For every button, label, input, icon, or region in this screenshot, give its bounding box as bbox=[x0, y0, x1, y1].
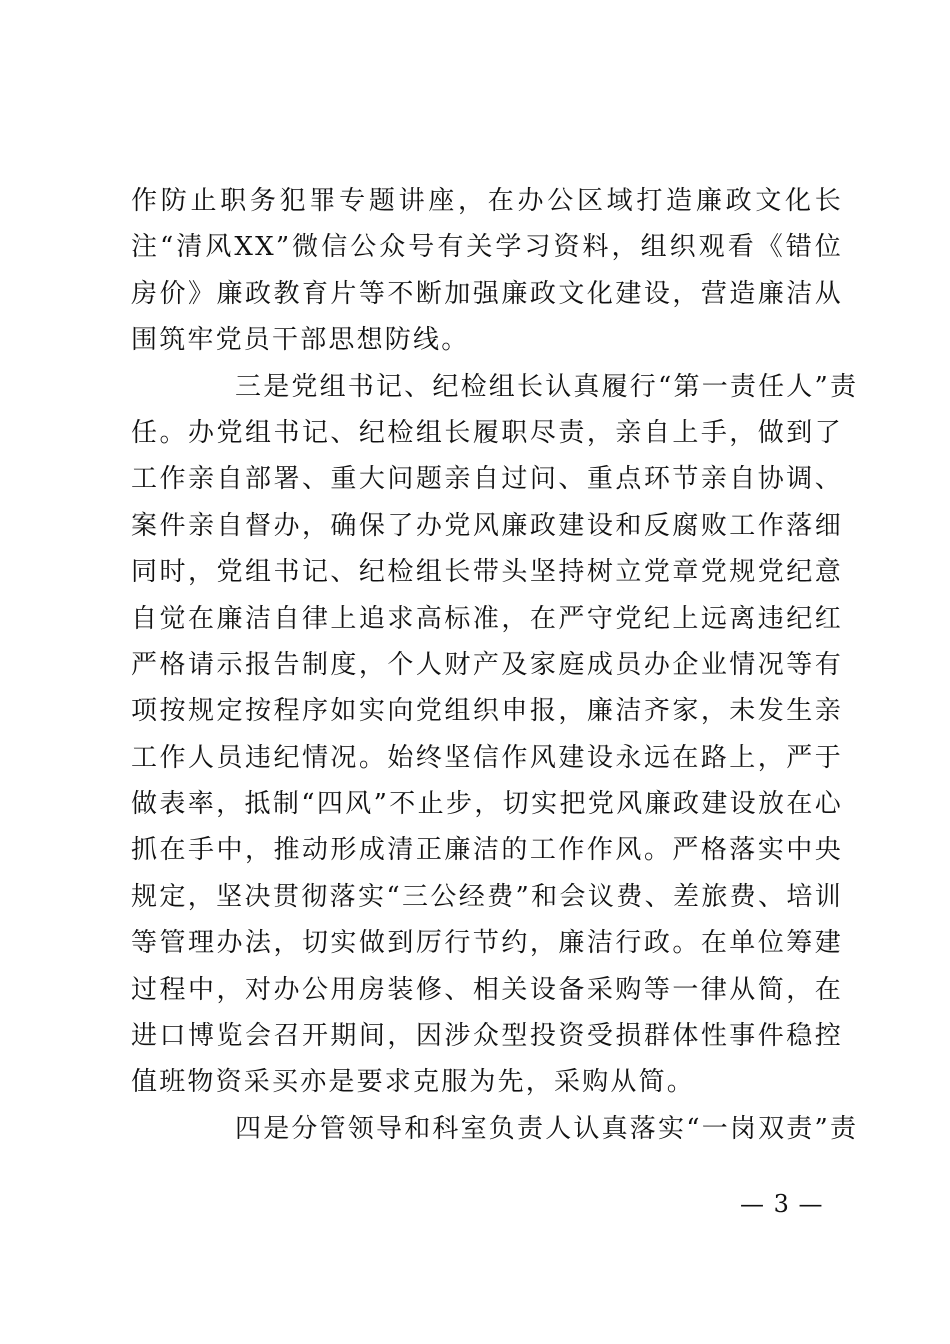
text-line: 严格请示报告制度，个人财产及家庭成员办企业情况等有 bbox=[131, 649, 843, 680]
text-line: 围筑牢党员干部思想防线。 bbox=[131, 325, 470, 356]
text-line: 过程中，对办公用房装修、相关设备采购等一律从简，在 bbox=[131, 974, 843, 1005]
paragraph-start-line: 四是分管领导和科室负责人认真落实“一岗双责”责 bbox=[235, 1113, 859, 1144]
text-line: 案件亲自督办，确保了办党风廉政建设和反腐败工作落细 bbox=[131, 510, 843, 541]
text-line: 值班物资采买亦是要求克服为先，采购从简。 bbox=[131, 1067, 696, 1098]
text-line: 等管理办法，切实做到厉行节约，廉洁行政。在单位筹建 bbox=[131, 928, 843, 959]
page-number: — 3 — bbox=[740, 1190, 824, 1218]
text-line: 工作人员违纪情况。始终坚信作风建设永远在路上，严于 bbox=[131, 742, 843, 773]
text-line: 任。办党组书记、纪检组长履职尽责，亲自上手，做到了 bbox=[131, 417, 843, 448]
text-line: 自觉在廉洁自律上追求高标准，在严守党纪上远离违纪红 bbox=[131, 603, 843, 634]
text-line: 进口博览会召开期间，因涉众型投资受损群体性事件稳控 bbox=[131, 1021, 843, 1052]
text-line: 做表率，抵制“四风”不止步，切实把党风廉政建设放在心 bbox=[131, 789, 843, 820]
text-line: 抓在手中，推动形成清正廉洁的工作作风。严格落实中央 bbox=[131, 835, 843, 866]
text-line: 注“清风XX”微信公众号有关学习资料，组织观看《错位 bbox=[131, 232, 843, 263]
text-line: 工作亲自部署、重大问题亲自过问、重点环节亲自协调、 bbox=[131, 464, 843, 495]
text-line: 房价》廉政教育片等不断加强廉政文化建设，营造廉洁从 bbox=[131, 278, 843, 309]
body-text bbox=[131, 178, 859, 1152]
text-line: 项按规定按程序如实向党组织申报，廉洁齐家，未发生亲 bbox=[131, 696, 843, 727]
text-line: 作防止职务犯罪专题讲座，在办公区域打造廉政文化长 bbox=[131, 186, 843, 216]
text-line: 同时，党组书记、纪检组长带头坚持树立党章党规党纪意 bbox=[131, 557, 843, 588]
text-line: 规定，坚决贯彻落实“三公经费”和会议费、差旅费、培训 bbox=[131, 881, 843, 912]
paragraph-start-line: 三是党组书记、纪检组长认真履行“第一责任人”责 bbox=[235, 371, 859, 402]
